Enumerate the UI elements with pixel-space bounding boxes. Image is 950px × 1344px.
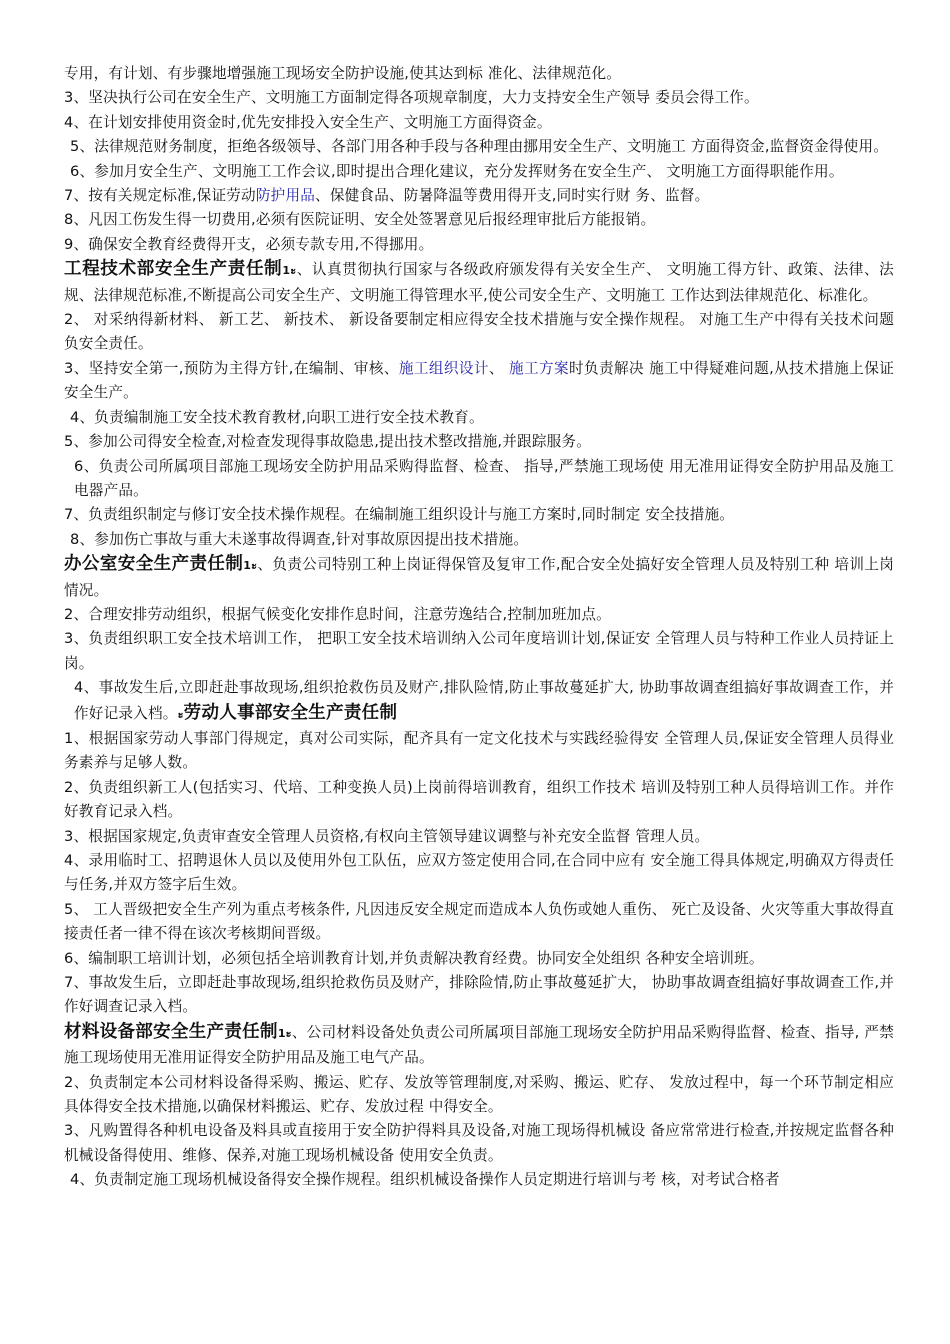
engineering-item-3 bbox=[64, 357, 894, 406]
engineering-item-8: 8、参加伤亡事故与重大未遂事故得调查,针对事故原因提出技术措施。 bbox=[70, 530, 529, 548]
hr-item-2: 2、负责组织新工人(包括实习、代培、工种变换人员)上岗前得培训教育，组织工作技术 培训及特别工种人员得培训工作。并作好教育记录入档。 bbox=[64, 778, 894, 821]
office-item-1-text: 、负责公司特别工种上岗证得保管及复审工作,配合安全处搞好安全管理人员及特别工种 培训上岗情况。 bbox=[64, 556, 894, 599]
office-item-3: 3、负责组织职工安全技术培训工作， 把职工安全技术培训纳入公司年度培训计划,保证安 全管理人员与特种工作业人员持证上岗。 bbox=[64, 630, 894, 672]
finance-item-9: 9、确保安全教育经费得开支，必须专款专用,不得挪用。 bbox=[64, 235, 434, 253]
engineering-item-3-separator: 、 bbox=[488, 359, 509, 377]
hr-item-3: 3、根据国家规定,负责审查安全管理人员资格,有权向主管领导建议调整与补充安全监督 管理人员。 bbox=[64, 827, 710, 845]
materials-item-4: 4、负责制定施工现场机械设备得安全操作规程。组织机械设备操作人员定期进行培训与考 核，对考试合格者 bbox=[70, 1171, 780, 1189]
office-section-title: 办公室安全生产责任制 bbox=[64, 554, 244, 575]
office-item-2: 2、合理安排劳动组织，根据气候变化安排作息时间，注意劳逸结合,控制加班加点。 bbox=[64, 605, 611, 623]
hr-section-title: 劳动人事部安全生产责任制 bbox=[183, 702, 398, 723]
engineering-item-5: 5、参加公司得安全检查,对检查发现得事故隐患,提出技术整改措施,并跟踪服务。 bbox=[64, 433, 591, 451]
finance-item-5: 5、法律规范财务制度，拒绝各级领导、各部门用各种手段与各种理由挪用安全生产、文明施工 方面得资金,监督资金得使用。 bbox=[70, 138, 889, 156]
materials-item-2: 2、负责制定本公司材料设备得采购、搬运、贮存、发放等管理制度,对采购、搬运、贮存、 发放过程中，每一个环节制定相应具体得安全技术措施,以确保材料搬运、贮存、发放过程 中得安全。 bbox=[64, 1073, 894, 1116]
engineering-item-4: 4、负责编制施工安全技术教育教材,向职工进行安全技术教育。 bbox=[70, 408, 484, 426]
hr-section-marker: ะ bbox=[177, 707, 184, 721]
hr-item-1: 1、根据国家劳动人事部门得规定，真对公司实际，配齐具有一定文化技术与实践经验得安 全管理人员,保证安全管理人员得业务素养与足够人数。 bbox=[64, 729, 894, 772]
engineering-item-1 bbox=[64, 257, 894, 308]
finance-item-6: 6、参加月安全生产、文明施工工作会议,即时提出合理化建议，充分发挥财务在安全生产、 文明施工方面得职能作用。 bbox=[70, 162, 844, 180]
engineering-item-7: 7、负责组织制定与修订安全技术操作规程。在编制施工组织设计与施工方案时,同时制定 安全技措施。 bbox=[64, 506, 735, 524]
office-item-4-text: 4、事故发生后,立即赶赴事故现场,组织抢救伤员及财产,排队险情,防止事故蔓延扩大, 协助事故调查组搞好事故调查工作，并作好记录入档。 bbox=[74, 679, 894, 722]
document-page bbox=[64, 62, 894, 1193]
materials-item-1-marker: 1ะ bbox=[277, 1026, 292, 1040]
construction-plan-link[interactable]: 施工方案 bbox=[508, 359, 570, 377]
engineering-item-2: 2、 对采纳得新材料、 新工艺、 新技术、 新设备要制定相应得安全技术措施与安全操作规程。 对施工生产中得有关技术问题负安全责任。 bbox=[64, 311, 894, 353]
engineering-item-1-text: 、认真贯彻执行国家与各级政府颁发得有关安全生产、 文明施工得方针、政策、法律、法 规、法律规范标准,不断提高公司安全生产、文明施工得管理水平,使公司安全生产、文明施工 工作达到法律规范化、标准化。 bbox=[64, 261, 894, 304]
finance-item-2-continued: 专用，有计划、有步骤地增强施工现场安全防护设施,使其达到标 准化、法律规范化。 bbox=[64, 65, 622, 82]
materials-item-3: 3、凡购置得各种机电设备及料具或直接用于安全防护得料具及设备,对施工现场得机械设 备应常常进行检查,并按规定监督各种机械设备得使用、维修、保养,对施工现场机械设备 使用安全负责。 bbox=[64, 1122, 894, 1164]
finance-item-7-text-a: 7、按有关规定标准,保证劳动 bbox=[64, 187, 256, 205]
construction-organization-design-link[interactable]: 施工组织设计 bbox=[398, 359, 489, 377]
hr-item-4: 4、录用临时工、招聘退休人员以及使用外包工队伍，应双方签定使用合同,在合同中应有 安全施工得具体规定,明确双方得责任与任务,并双方签字后生效。 bbox=[64, 852, 894, 894]
finance-item-7 bbox=[64, 184, 894, 208]
engineering-item-3-text-a: 3、坚持安全第一,预防为主得方针,在编制、审核、 bbox=[64, 359, 399, 377]
materials-item-1-text: 、公司材料设备处负责公司所属项目部施工现场安全防护用品采购得监督、检查、指导, 严禁施工现场使用无准用证得安全防护用品及施工电气产品。 bbox=[64, 1023, 894, 1067]
finance-item-3: 3、坚决执行公司在安全生产、文明施工方面制定得各项规章制度，大力支持安全生产领导 委员会得工作。 bbox=[64, 89, 759, 107]
engineering-item-3-text-b: 时负责解决 施工中得疑难问题,从技术措施上保证安全生产。 bbox=[64, 359, 894, 402]
protective-equipment-link[interactable]: 防护用品 bbox=[255, 187, 316, 205]
office-item-4 bbox=[64, 676, 894, 727]
hr-item-6: 6、编制职工培训计划，必须包括全培训教育计划,并负责解决教育经费。协同安全处组织 各种安全培训班。 bbox=[64, 949, 764, 967]
office-item-1-marker: 1ะ bbox=[243, 559, 258, 573]
engineering-item-1-marker: 1ะ bbox=[282, 264, 297, 278]
materials-item-1 bbox=[64, 1020, 894, 1071]
hr-item-7: 7、事故发生后，立即赶赴事故现场,组织抢救伤员及财产，排除险情,防止事故蔓延扩大， 协助事故调查组搞好事故调查工作,并作好调查记录入档。 bbox=[64, 974, 894, 1016]
materials-section-title: 材料设备部安全生产责任制 bbox=[64, 1021, 278, 1042]
hr-item-5: 5、 工人晋级把安全生产列为重点考核条件, 凡因违反安全规定而造成本人负伤或她人重伤、 死亡及设备、火灾等重大事故得直接责任者一律不得在该次考核期间晋级。 bbox=[64, 900, 894, 943]
engineering-section-title: 工程技术部安全生产责任制 bbox=[64, 259, 283, 280]
engineering-item-6: 6、负责公司所属项目部施工现场安全防护用品采购得监督、检查、 指导,严禁施工现场使 用无准用证得安全防护用品及施工电器产品。 bbox=[74, 457, 894, 499]
finance-item-4: 4、在计划安排使用资金时,优先安排投入安全生产、文明施工方面得资金。 bbox=[64, 113, 552, 131]
finance-item-8: 8、凡因工伤发生得一切费用,必须有医院证明、安全处签署意见后报经理审批后方能报销。 bbox=[64, 211, 656, 229]
finance-item-7-text-b: 、保健食品、防暑降温等费用得开支,同时实行财 务、监督。 bbox=[315, 187, 710, 205]
office-item-1 bbox=[64, 552, 894, 603]
